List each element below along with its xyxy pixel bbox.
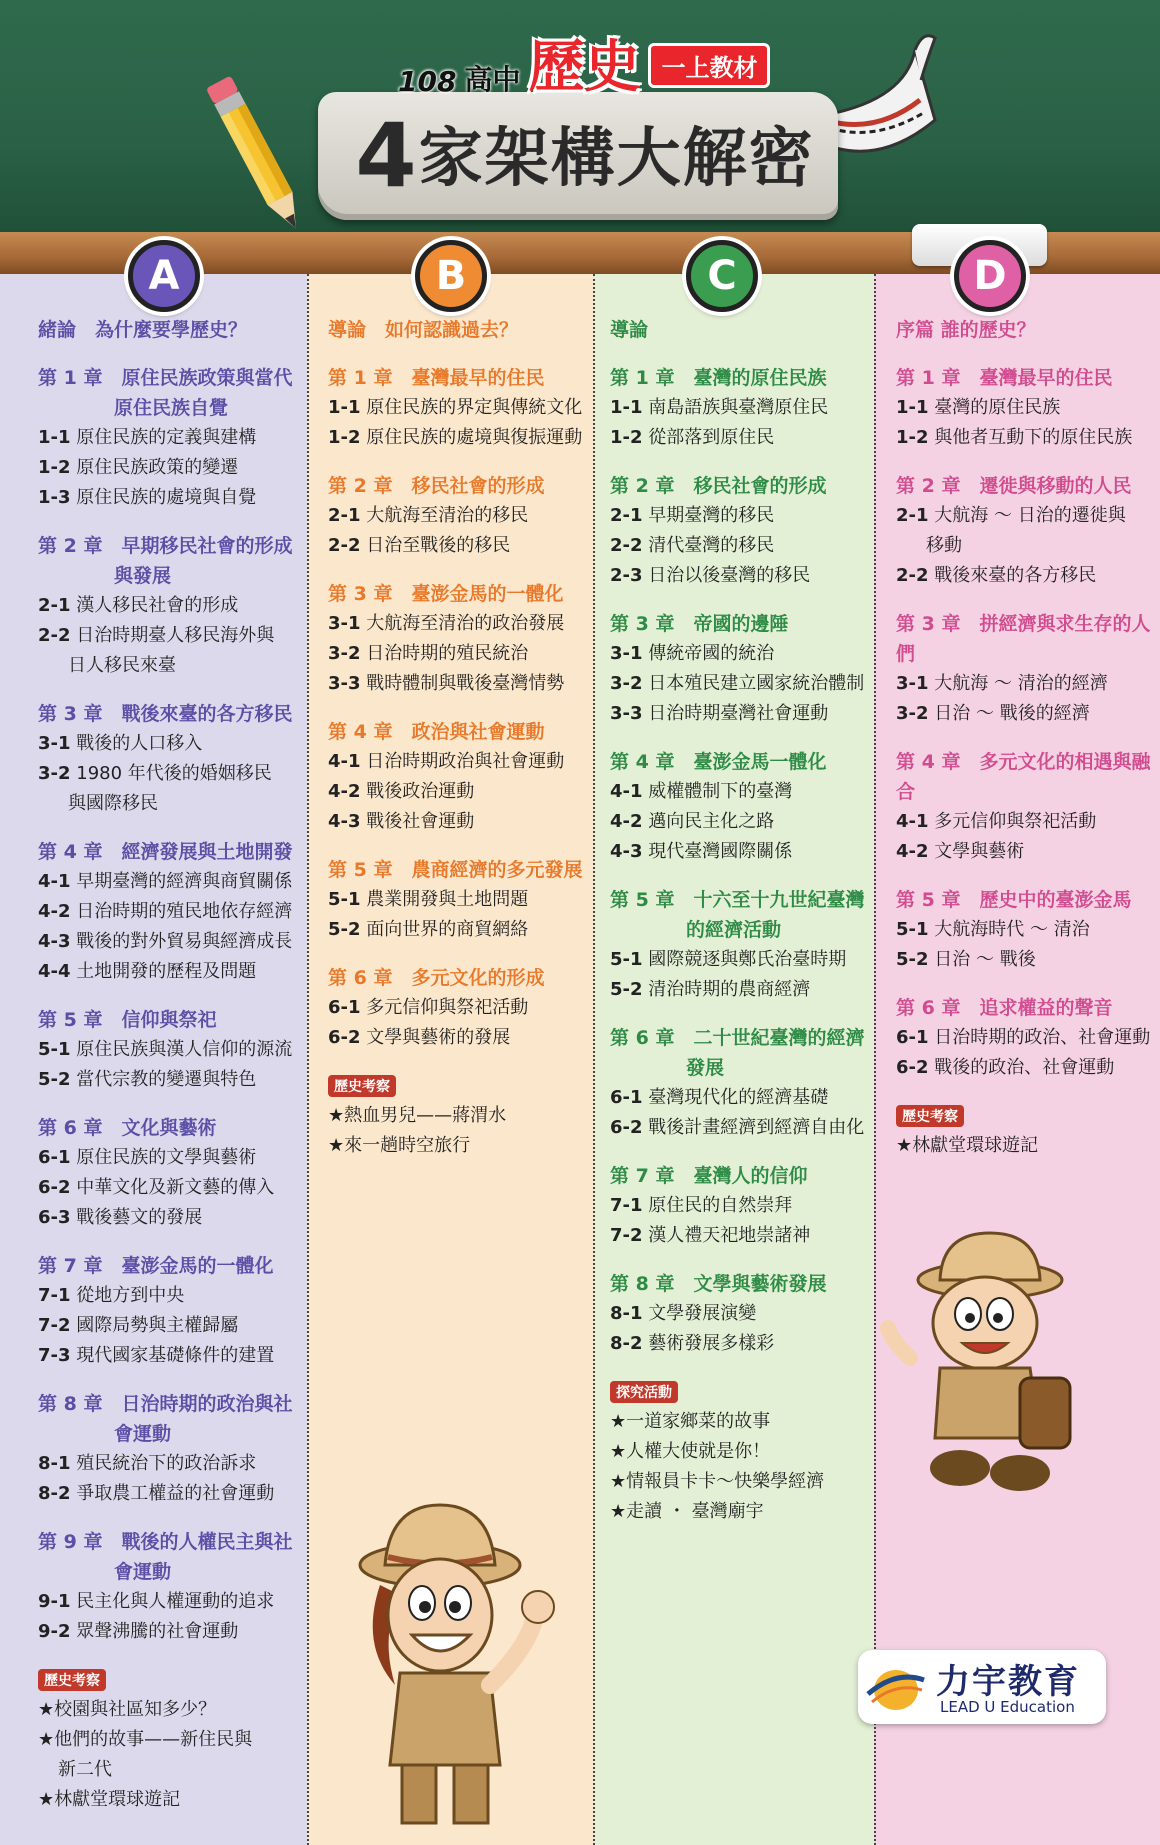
section-number: 6-2 bbox=[38, 1177, 71, 1198]
section-title: 日治時期的殖民地依存經濟 bbox=[76, 901, 293, 922]
section-item bbox=[610, 1329, 872, 1359]
section-number: 7-3 bbox=[38, 1345, 71, 1366]
section-title: 原住民族的定義與建構 bbox=[76, 427, 257, 448]
column-c-content bbox=[610, 316, 872, 1527]
section-item bbox=[38, 1203, 300, 1233]
chapter-title: 第 6 章 追求權益的聲音 bbox=[896, 997, 1113, 1019]
section-item bbox=[38, 867, 300, 897]
chapter-title: 第 5 章 信仰與祭祀 bbox=[38, 1009, 217, 1031]
section-title: 大航海時代 ～ 清治 bbox=[934, 919, 1090, 940]
section-item bbox=[610, 531, 872, 561]
section-item bbox=[610, 669, 872, 699]
section-item bbox=[610, 1299, 872, 1329]
section-number: 6-2 bbox=[328, 1027, 361, 1048]
main-title-number: 4 bbox=[355, 104, 419, 207]
section-item bbox=[610, 807, 872, 837]
section-item bbox=[38, 483, 300, 513]
chapter-title: 第 9 章 戰後的人權民主與社 bbox=[38, 1531, 293, 1553]
section-title: 臺灣的原住民族 bbox=[934, 397, 1061, 418]
activity-item: ★一道家鄉菜的故事 bbox=[610, 1411, 771, 1432]
section-item bbox=[38, 423, 300, 453]
section-title: 日治至戰後的移民 bbox=[366, 535, 511, 556]
section-item-cont: 移動 bbox=[926, 535, 962, 556]
section-item bbox=[38, 897, 300, 927]
section-item-cont: 與國際移民 bbox=[68, 793, 158, 814]
section-title: 日治時期的政治、社會運動 bbox=[934, 1027, 1151, 1048]
section-title: 日治 ～ 戰後的經濟 bbox=[934, 703, 1090, 724]
section-item bbox=[328, 807, 590, 837]
chapter-title: 第 2 章 遷徙與移動的人民 bbox=[896, 475, 1132, 497]
section-item bbox=[328, 501, 590, 531]
section-title: 當代宗教的變遷與特色 bbox=[76, 1069, 257, 1090]
section-title: 與他者互動下的原住民族 bbox=[934, 427, 1133, 448]
chapter-title-cont: 的經濟活動 bbox=[686, 919, 782, 941]
section-title: 大航海 ～ 清治的經濟 bbox=[934, 673, 1108, 694]
explorer-boy-illustration bbox=[880, 1228, 1090, 1498]
section-number: 1-2 bbox=[328, 427, 361, 448]
activity-item: 新二代 bbox=[58, 1759, 112, 1780]
column-divider bbox=[307, 274, 309, 1845]
section-number: 5-2 bbox=[896, 949, 929, 970]
section-title: 眾聲沸騰的社會運動 bbox=[76, 1621, 239, 1642]
column-intro: 導論 bbox=[610, 319, 649, 341]
section-number: 4-1 bbox=[328, 751, 361, 772]
chapter-title: 第 6 章 多元文化的形成 bbox=[328, 967, 545, 989]
section-item bbox=[38, 453, 300, 483]
section-number: 3-1 bbox=[328, 613, 361, 634]
chapter-title: 第 7 章 臺澎金馬的一體化 bbox=[38, 1255, 274, 1277]
activity-tag: 探究活動 bbox=[610, 1381, 678, 1403]
chapter-title: 第 1 章 臺灣最早的住民 bbox=[328, 367, 545, 389]
section-number: 2-2 bbox=[610, 535, 643, 556]
globe-logo-icon bbox=[866, 1660, 926, 1714]
section-item bbox=[38, 759, 300, 789]
chapter-title: 第 3 章 戰後來臺的各方移民 bbox=[38, 703, 293, 725]
section-number: 6-1 bbox=[328, 997, 361, 1018]
section-number: 6-1 bbox=[38, 1147, 71, 1168]
activity-item: ★林獻堂環球遊記 bbox=[896, 1135, 1039, 1156]
section-title: 戰後政治運動 bbox=[366, 781, 475, 802]
section-item bbox=[328, 609, 590, 639]
section-title: 日治時期臺灣社會運動 bbox=[648, 703, 829, 724]
section-item bbox=[38, 591, 300, 621]
section-title: 傳統帝國的統治 bbox=[648, 643, 775, 664]
section-number: 7-1 bbox=[38, 1285, 71, 1306]
title-row bbox=[398, 34, 770, 98]
section-item bbox=[38, 1341, 300, 1371]
section-title: 日本殖民建立國家統治體制 bbox=[648, 673, 865, 694]
column-divider bbox=[593, 274, 595, 1845]
section-title: 民主化與人權運動的追求 bbox=[76, 1591, 275, 1612]
activity-tag-wrap bbox=[610, 1359, 872, 1407]
section-title: 邁向民主化之路 bbox=[648, 811, 775, 832]
section-title: 南島語族與臺灣原住民 bbox=[648, 397, 829, 418]
chapter-title-cont: 發展 bbox=[686, 1057, 725, 1079]
section-number: 1-1 bbox=[328, 397, 361, 418]
section-title: 威權體制下的臺灣 bbox=[648, 781, 793, 802]
section-title: 現代臺灣國際關係 bbox=[648, 841, 793, 862]
section-item bbox=[328, 885, 590, 915]
section-title: 清治時期的農商經濟 bbox=[648, 979, 811, 1000]
chapter-title: 第 5 章 農商經濟的多元發展 bbox=[328, 859, 583, 881]
section-item-cont: 日人移民來臺 bbox=[68, 655, 176, 676]
explorer-girl-illustration bbox=[340, 1495, 570, 1835]
chapter-title: 第 5 章 歷史中的臺澎金馬 bbox=[896, 889, 1132, 911]
activity-item: ★他們的故事——新住民與 bbox=[38, 1729, 253, 1750]
section-title: 國際競逐與鄭氏治臺時期 bbox=[648, 949, 847, 970]
section-number: 1-2 bbox=[610, 427, 643, 448]
section-item bbox=[610, 975, 872, 1005]
section-number: 3-2 bbox=[896, 703, 929, 724]
section-item bbox=[610, 837, 872, 867]
section-title: 文學與藝術的發展 bbox=[366, 1027, 511, 1048]
section-number: 3-3 bbox=[328, 673, 361, 694]
section-title: 殖民統治下的政治訴求 bbox=[76, 1453, 257, 1474]
chapter-title: 第 2 章 移民社會的形成 bbox=[610, 475, 827, 497]
publisher-logo bbox=[858, 1650, 1106, 1724]
section-number: 2-2 bbox=[896, 565, 929, 586]
section-title: 戰後計畫經濟到經濟自由化 bbox=[648, 1117, 865, 1138]
section-title: 爭取農工權益的社會運動 bbox=[76, 1483, 275, 1504]
section-number: 5-1 bbox=[328, 889, 361, 910]
section-title: 大航海 ～ 日治的遷徙與 bbox=[934, 505, 1126, 526]
section-number: 7-1 bbox=[610, 1195, 643, 1216]
chapter-title: 第 4 章 臺澎金馬一體化 bbox=[610, 751, 827, 773]
activity-item: ★人權大使就是你！ bbox=[610, 1441, 771, 1462]
chapter-title: 第 1 章 臺灣最早的住民 bbox=[896, 367, 1113, 389]
section-title: 戰後藝文的發展 bbox=[76, 1207, 203, 1228]
section-item bbox=[896, 561, 1158, 591]
section-item bbox=[896, 669, 1158, 699]
section-item bbox=[328, 777, 590, 807]
section-number: 4-3 bbox=[38, 931, 71, 952]
activity-item: ★情報員卡卡～快樂學經濟 bbox=[610, 1471, 825, 1492]
column-a-content bbox=[38, 316, 300, 1815]
section-number: 5-2 bbox=[38, 1069, 71, 1090]
activity-tag-wrap bbox=[38, 1647, 300, 1695]
activity-tag: 歷史考察 bbox=[328, 1075, 396, 1097]
section-number: 4-2 bbox=[896, 841, 929, 862]
section-number: 2-1 bbox=[896, 505, 929, 526]
section-title: 面向世界的商貿網絡 bbox=[366, 919, 529, 940]
column-intro: 緒論 為什麼要學歷史？ bbox=[38, 319, 248, 341]
section-item bbox=[896, 807, 1158, 837]
section-item bbox=[896, 837, 1158, 867]
section-number: 6-1 bbox=[610, 1087, 643, 1108]
chapter-title: 第 8 章 日治時期的政治與社 bbox=[38, 1393, 293, 1415]
section-number: 8-1 bbox=[610, 1303, 643, 1324]
section-number: 4-4 bbox=[38, 961, 71, 982]
section-title: 大航海至清治的政治發展 bbox=[366, 613, 565, 634]
section-number: 4-1 bbox=[610, 781, 643, 802]
activity-tag: 歷史考察 bbox=[38, 1669, 106, 1691]
section-number: 4-1 bbox=[896, 811, 929, 832]
column-d-content bbox=[896, 316, 1158, 1161]
chapter-title: 第 6 章 文化與藝術 bbox=[38, 1117, 217, 1139]
section-item bbox=[328, 639, 590, 669]
section-number: 4-2 bbox=[328, 781, 361, 802]
section-title: 戰後的對外貿易與經濟成長 bbox=[76, 931, 293, 952]
section-item bbox=[896, 699, 1158, 729]
section-title: 藝術發展多樣彩 bbox=[648, 1333, 775, 1354]
section-item bbox=[38, 957, 300, 987]
column-b-badge: B bbox=[415, 240, 487, 312]
section-item bbox=[610, 1113, 872, 1143]
section-item bbox=[38, 1311, 300, 1341]
section-item bbox=[610, 501, 872, 531]
column-d-badge: D bbox=[954, 240, 1026, 312]
section-title: 大航海至清治的移民 bbox=[366, 505, 529, 526]
section-title: 戰後來臺的各方移民 bbox=[934, 565, 1097, 586]
section-title: 原住民族與漢人信仰的源流 bbox=[76, 1039, 293, 1060]
chapter-title: 第 2 章 早期移民社會的形成 bbox=[38, 535, 293, 557]
section-title: 國際局勢與主權歸屬 bbox=[76, 1315, 239, 1336]
section-number: 1-2 bbox=[38, 457, 71, 478]
edition-badge: 一上教材 bbox=[648, 43, 770, 88]
section-item bbox=[328, 993, 590, 1023]
section-item bbox=[328, 1023, 590, 1053]
section-number: 1-1 bbox=[610, 397, 643, 418]
section-item bbox=[38, 1143, 300, 1173]
section-number: 1-1 bbox=[38, 427, 71, 448]
section-item bbox=[610, 777, 872, 807]
section-number: 5-1 bbox=[38, 1039, 71, 1060]
column-b-content bbox=[328, 316, 590, 1161]
section-title: 原住民族的文學與藝術 bbox=[76, 1147, 257, 1168]
section-number: 2-2 bbox=[328, 535, 361, 556]
activity-item: ★熱血男兒——蔣渭水 bbox=[328, 1105, 507, 1126]
chapter-title-cont: 會運動 bbox=[114, 1561, 172, 1583]
section-number: 4-2 bbox=[38, 901, 71, 922]
section-item bbox=[38, 729, 300, 759]
section-number: 4-1 bbox=[38, 871, 71, 892]
section-title: 原住民族的處境與自覺 bbox=[76, 487, 257, 508]
column-divider bbox=[874, 274, 876, 1845]
section-title: 文學與藝術 bbox=[934, 841, 1025, 862]
section-item bbox=[328, 423, 590, 453]
section-item bbox=[896, 1023, 1158, 1053]
section-item bbox=[896, 501, 1158, 531]
section-number: 8-1 bbox=[38, 1453, 71, 1474]
section-title: 從地方到中央 bbox=[76, 1285, 185, 1306]
section-number: 3-3 bbox=[610, 703, 643, 724]
section-item bbox=[610, 1221, 872, 1251]
section-item bbox=[610, 639, 872, 669]
section-title: 漢人禮天祀地崇諸神 bbox=[648, 1225, 811, 1246]
section-number: 3-1 bbox=[610, 643, 643, 664]
section-item bbox=[38, 927, 300, 957]
section-number: 6-2 bbox=[896, 1057, 929, 1078]
section-item bbox=[328, 747, 590, 777]
section-title: 現代國家基礎條件的建置 bbox=[76, 1345, 275, 1366]
section-item bbox=[328, 531, 590, 561]
activity-tag-wrap bbox=[328, 1053, 590, 1101]
section-item bbox=[896, 1053, 1158, 1083]
school-level: 高中 bbox=[464, 63, 521, 96]
grade-number: 108 bbox=[398, 65, 457, 98]
section-item bbox=[610, 393, 872, 423]
activity-item: ★走讀 ・ 臺灣廟宇 bbox=[610, 1501, 764, 1522]
chapter-title: 第 5 章 十六至十九世紀臺灣 bbox=[610, 889, 865, 911]
section-number: 2-1 bbox=[328, 505, 361, 526]
section-number: 5-1 bbox=[610, 949, 643, 970]
section-title: 日治時期臺人移民海外與 bbox=[76, 625, 275, 646]
section-number: 4-2 bbox=[610, 811, 643, 832]
chapter-title: 第 8 章 文學與藝術發展 bbox=[610, 1273, 827, 1295]
subject-title: 歷史 bbox=[528, 35, 641, 100]
section-item bbox=[610, 423, 872, 453]
section-number: 2-3 bbox=[610, 565, 643, 586]
section-item bbox=[610, 945, 872, 975]
section-title: 中華文化及新文藝的傳入 bbox=[76, 1177, 275, 1198]
section-number: 3-2 bbox=[328, 643, 361, 664]
column-intro: 序篇 誰的歷史？ bbox=[896, 319, 1036, 341]
section-number: 7-2 bbox=[38, 1315, 71, 1336]
chapter-title: 第 3 章 拼經濟與求生存的人們 bbox=[896, 613, 1151, 665]
section-item bbox=[610, 1083, 872, 1113]
section-number: 1-3 bbox=[38, 487, 71, 508]
section-title: 漢人移民社會的形成 bbox=[76, 595, 239, 616]
section-title: 土地開發的歷程及問題 bbox=[76, 961, 257, 982]
section-item bbox=[38, 1281, 300, 1311]
section-item bbox=[38, 1035, 300, 1065]
section-item bbox=[610, 561, 872, 591]
section-title: 戰時體制與戰後臺灣情勢 bbox=[366, 673, 565, 694]
section-title: 日治時期政治與社會運動 bbox=[366, 751, 565, 772]
section-item bbox=[610, 1191, 872, 1221]
section-item bbox=[38, 1065, 300, 1095]
chapter-title: 第 1 章 原住民族政策與當代 bbox=[38, 367, 293, 389]
section-title: 日治時期的殖民統治 bbox=[366, 643, 529, 664]
section-item bbox=[38, 1449, 300, 1479]
section-title: 多元信仰與祭祀活動 bbox=[934, 811, 1097, 832]
chapter-title-cont: 與發展 bbox=[114, 565, 172, 587]
section-number: 7-2 bbox=[610, 1225, 643, 1246]
section-title: 文學發展演變 bbox=[648, 1303, 757, 1324]
section-number: 2-1 bbox=[610, 505, 643, 526]
chapter-title: 第 4 章 多元文化的相遇與融合 bbox=[896, 751, 1151, 803]
section-title: 日治 ～ 戰後 bbox=[934, 949, 1036, 970]
publisher-name-cn: 力宇教育 bbox=[936, 1662, 1080, 1702]
section-number: 3-2 bbox=[610, 673, 643, 694]
main-title-text: 家架構大解密 bbox=[418, 122, 815, 196]
section-number: 6-1 bbox=[896, 1027, 929, 1048]
chapter-title: 第 3 章 臺澎金馬的一體化 bbox=[328, 583, 564, 605]
section-title: 早期臺灣的經濟與商貿關係 bbox=[76, 871, 293, 892]
chapter-title: 第 2 章 移民社會的形成 bbox=[328, 475, 545, 497]
section-item bbox=[38, 621, 300, 651]
section-title: 從部落到原住民 bbox=[648, 427, 775, 448]
chapter-title: 第 4 章 政治與社會運動 bbox=[328, 721, 545, 743]
section-title: 日治以後臺灣的移民 bbox=[648, 565, 811, 586]
section-title: 臺灣現代化的經濟基礎 bbox=[648, 1087, 829, 1108]
section-item bbox=[896, 945, 1158, 975]
section-number: 3-1 bbox=[896, 673, 929, 694]
section-title: 原住民族的界定與傳統文化 bbox=[366, 397, 583, 418]
activity-item: ★來一趟時空旅行 bbox=[328, 1135, 471, 1156]
section-title: 戰後的人口移入 bbox=[76, 733, 203, 754]
section-item bbox=[328, 393, 590, 423]
section-title: 原住民的自然崇拜 bbox=[648, 1195, 793, 1216]
chapter-title-cont: 原住民族自覺 bbox=[114, 397, 229, 419]
section-number: 5-1 bbox=[896, 919, 929, 940]
section-title: 原住民族的處境與復振運動 bbox=[366, 427, 583, 448]
main-title bbox=[345, 104, 825, 207]
section-number: 5-2 bbox=[610, 979, 643, 1000]
chapter-title: 第 3 章 帝國的邊陲 bbox=[610, 613, 789, 635]
section-item bbox=[896, 393, 1158, 423]
chapter-title: 第 4 章 經濟發展與土地開發 bbox=[38, 841, 293, 863]
chapter-title-cont: 會運動 bbox=[114, 1423, 172, 1445]
column-intro: 導論 如何認識過去？ bbox=[328, 319, 519, 341]
section-number: 3-2 bbox=[38, 763, 71, 784]
section-number: 8-2 bbox=[38, 1483, 71, 1504]
section-item bbox=[38, 1173, 300, 1203]
section-number: 1-2 bbox=[896, 427, 929, 448]
section-number: 6-3 bbox=[38, 1207, 71, 1228]
activity-tag-wrap bbox=[896, 1083, 1158, 1131]
activity-item: ★校園與社區知多少？ bbox=[38, 1699, 217, 1720]
section-title: 原住民族政策的變遷 bbox=[76, 457, 239, 478]
section-title: 戰後社會運動 bbox=[366, 811, 475, 832]
section-item bbox=[328, 915, 590, 945]
section-number: 1-1 bbox=[896, 397, 929, 418]
section-number: 2-2 bbox=[38, 625, 71, 646]
section-title: 戰後的政治、社會運動 bbox=[934, 1057, 1115, 1078]
section-title: 早期臺灣的移民 bbox=[648, 505, 775, 526]
publisher-name-en: LEAD U Education bbox=[940, 1698, 1075, 1716]
section-number: 4-3 bbox=[610, 841, 643, 862]
section-item bbox=[610, 699, 872, 729]
column-c-badge: C bbox=[686, 240, 758, 312]
section-number: 3-1 bbox=[38, 733, 71, 754]
chapter-title: 第 1 章 臺灣的原住民族 bbox=[610, 367, 827, 389]
section-item bbox=[38, 1587, 300, 1617]
section-number: 2-1 bbox=[38, 595, 71, 616]
chapter-title: 第 7 章 臺灣人的信仰 bbox=[610, 1165, 808, 1187]
activity-tag: 歷史考察 bbox=[896, 1105, 964, 1127]
section-title: 1980 年代後的婚姻移民 bbox=[76, 763, 272, 784]
section-item bbox=[38, 1479, 300, 1509]
section-number: 9-1 bbox=[38, 1591, 71, 1612]
section-title: 多元信仰與祭祀活動 bbox=[366, 997, 529, 1018]
section-title: 清代臺灣的移民 bbox=[648, 535, 775, 556]
section-number: 9-2 bbox=[38, 1621, 71, 1642]
activity-item: ★林獻堂環球遊記 bbox=[38, 1789, 181, 1810]
column-a-badge: A bbox=[128, 240, 200, 312]
section-item bbox=[896, 423, 1158, 453]
section-number: 5-2 bbox=[328, 919, 361, 940]
section-item bbox=[38, 1617, 300, 1647]
section-number: 6-2 bbox=[610, 1117, 643, 1138]
section-item bbox=[328, 669, 590, 699]
section-item bbox=[896, 915, 1158, 945]
section-title: 農業開發與土地問題 bbox=[366, 889, 529, 910]
section-number: 8-2 bbox=[610, 1333, 643, 1354]
chapter-title: 第 6 章 二十世紀臺灣的經濟 bbox=[610, 1027, 865, 1049]
section-number: 4-3 bbox=[328, 811, 361, 832]
